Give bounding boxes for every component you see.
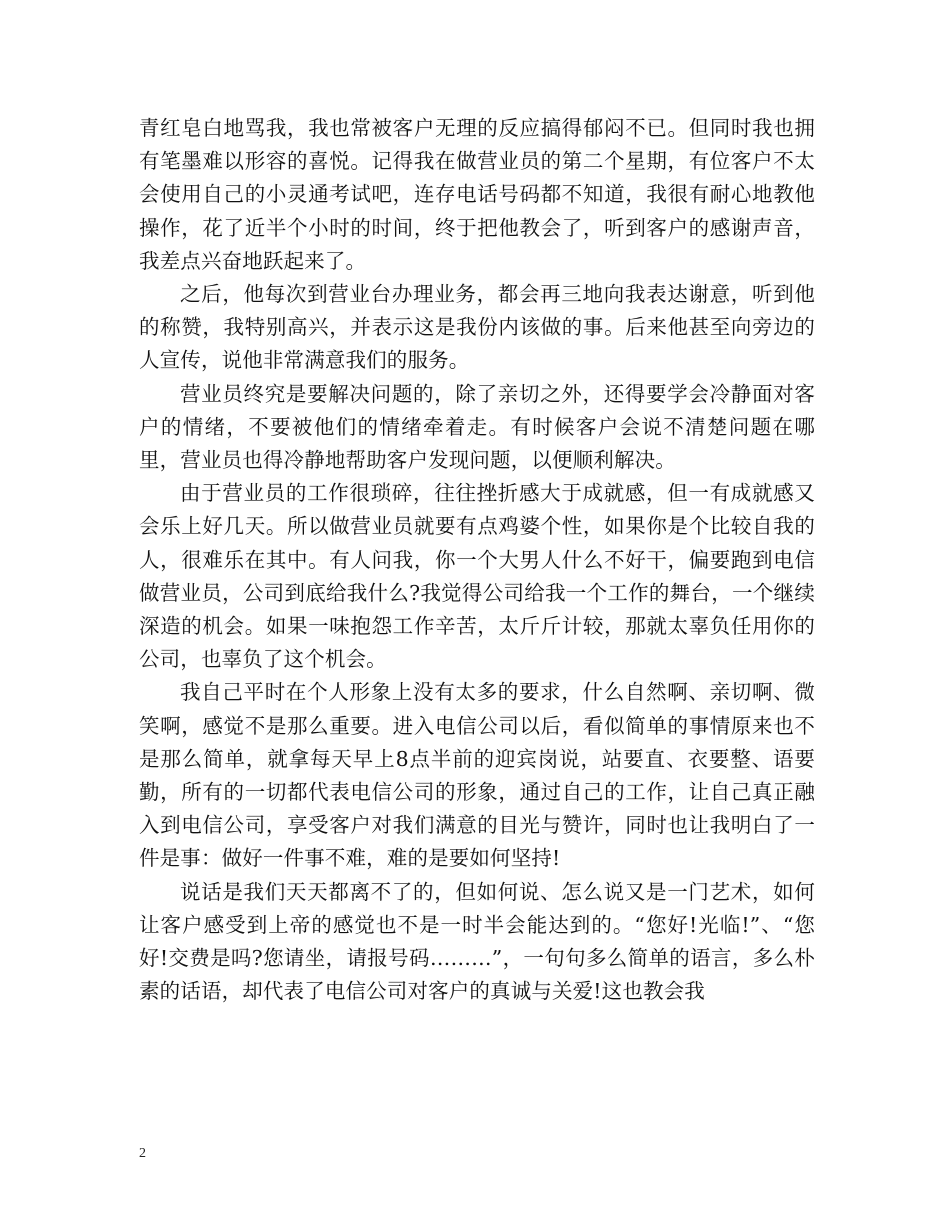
paragraph-2: 之后，他每次到营业台办理业务，都会再三地向我表达谢意，听到他的称赞，我特别高兴，并表示这是我份内该做的事。后来他甚至向旁边的人宣传，说他非常满意我们的服务。 (139, 282, 815, 373)
paragraph-6: 说话是我们天天都离不了的，但如何说、怎么说又是一门艺术，如何让客户感受到上帝的感觉也不是一时半会能达到的。“您好!光临!”、“您好!交费是吗?您请坐，请报号码………”，一句句多么简单的语言，多么朴素的话语，却代表了电信公司对客户的真诚与关爱!这也教会我 (139, 879, 815, 1004)
page-number: 2 (139, 1146, 146, 1161)
paragraph-4: 由于营业员的工作很琐碎，往往挫折感大于成就感，但一有成就感又会乐上好几天。所以做营业员就要有点鸡婆个性，如果你是个比较自我的人，很难乐在其中。有人问我，你一个大男人什么不好干，偏要跑到电信做营业员，公司到底给我什么?我觉得公司给我一个工作的舞台，一个继续深造的机会。如果一味抱怨工作辛苦，太斤斤计较，那就太辜负任用你的公司，也辜负了这个机会。 (139, 481, 815, 672)
paragraph-1: 青红皂白地骂我，我也常被客户无理的反应搞得郁闷不已。但同时我也拥有笔墨难以形容的喜悦。记得我在做营业员的第二个星期，有位客户不太会使用自己的小灵通考试吧，连存电话号码都不知道，我很有耐心地教他操作，花了近半个小时的时间，终于把他教会了，听到客户的感谢声音，我差点兴奋地跃起来了。 (139, 116, 815, 273)
paragraph-5: 我自己平时在个人形象上没有太多的要求，什么自然啊、亲切啊、微笑啊，感觉不是那么重要。进入电信公司以后，看似简单的事情原来也不是那么简单，就拿每天早上8点半前的迎宾岗说，站要直、衣要整、语要勤，所有的一切都代表电信公司的形象，通过自己的工作，让自己真正融入到电信公司，享受客户对我们满意的目光与赞许，同时也让我明白了一件是事：做好一件事不难，难的是要如何坚持! (139, 680, 815, 871)
document-body (139, 112, 815, 1008)
paragraph-3: 营业员终究是要解决问题的，除了亲切之外，还得要学会冷静面对客户的情绪，不要被他们的情绪牵着走。有时候客户会说不清楚问题在哪里，营业员也得冷静地帮助客户发现问题，以便顺利解决。 (139, 381, 815, 473)
